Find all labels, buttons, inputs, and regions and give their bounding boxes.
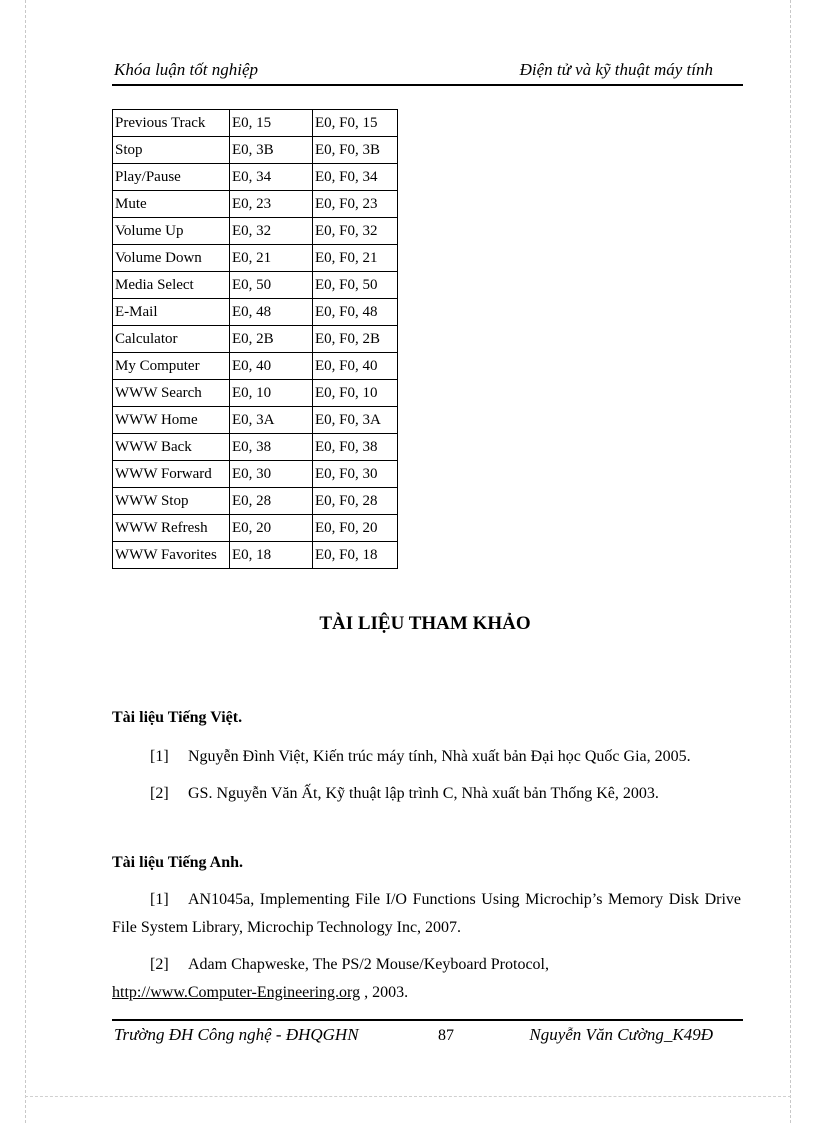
break-code-cell: E0, F0, 30 (313, 461, 398, 488)
make-code-cell: E0, 2B (230, 326, 313, 353)
key-name-cell: Calculator (113, 326, 230, 353)
break-code-cell: E0, F0, 10 (313, 380, 398, 407)
table-row (113, 461, 398, 488)
footer-right: Nguyễn Văn Cường_K49Đ (529, 1025, 713, 1044)
make-code-cell: E0, 21 (230, 245, 313, 272)
make-code-cell: E0, 38 (230, 434, 313, 461)
english-references-heading: Tài liệu Tiếng Anh. (112, 854, 244, 871)
table-row (113, 434, 398, 461)
make-code-cell: E0, 34 (230, 164, 313, 191)
right-margin-guide (790, 0, 791, 1123)
table-row (113, 245, 398, 272)
make-code-cell: E0, 32 (230, 218, 313, 245)
key-name-cell: WWW Home (113, 407, 230, 434)
references-title: TÀI LIỆU THAM KHẢO (319, 613, 531, 634)
key-name-cell: Volume Down (113, 245, 230, 272)
header-right: Điện tử và kỹ thuật máy tính (519, 60, 713, 79)
break-code-cell: E0, F0, 2B (313, 326, 398, 353)
make-code-cell: E0, 40 (230, 353, 313, 380)
reference-text: AN1045a, Implementing File I/O Functions Using Microchip’s Memory Disk Drive File System Library, Microchip Technology Inc, 2007. (112, 891, 741, 936)
reference-tail: , 2003. (360, 984, 409, 1001)
key-name-cell: WWW Refresh (113, 515, 230, 542)
break-code-cell: E0, F0, 23 (313, 191, 398, 218)
table-row (113, 164, 398, 191)
table-row (113, 515, 398, 542)
reference-text: Adam Chapweske, The PS/2 Mouse/Keyboard Protocol, (188, 956, 549, 973)
page-footer (112, 1019, 743, 1051)
make-code-cell: E0, 30 (230, 461, 313, 488)
break-code-cell: E0, F0, 32 (313, 218, 398, 245)
make-code-cell: E0, 10 (230, 380, 313, 407)
make-code-cell: E0, 28 (230, 488, 313, 515)
key-name-cell: Volume Up (113, 218, 230, 245)
reference-number: [2] (150, 785, 169, 802)
left-margin-guide (25, 0, 26, 1123)
key-name-cell: WWW Stop (113, 488, 230, 515)
make-code-cell: E0, 20 (230, 515, 313, 542)
table-row (113, 218, 398, 245)
key-name-cell: WWW Back (113, 434, 230, 461)
reference-number: [1] (150, 891, 169, 908)
reference-number: [2] (150, 956, 169, 973)
key-name-cell: WWW Search (113, 380, 230, 407)
table-row (113, 191, 398, 218)
key-name-cell: E-Mail (113, 299, 230, 326)
key-name-cell: Mute (113, 191, 230, 218)
make-code-cell: E0, 3A (230, 407, 313, 434)
reference-link[interactable]: http://www.Computer-Engineering.org (112, 984, 361, 1001)
key-name-cell: WWW Forward (113, 461, 230, 488)
header-left: Khóa luận tốt nghiệp (114, 60, 259, 79)
make-code-cell: E0, 48 (230, 299, 313, 326)
break-code-cell: E0, F0, 40 (313, 353, 398, 380)
footer-left: Trường ĐH Công nghệ - ĐHQGHN (114, 1025, 359, 1044)
make-code-cell: E0, 50 (230, 272, 313, 299)
break-code-cell: E0, F0, 50 (313, 272, 398, 299)
table-row (113, 353, 398, 380)
make-code-cell: E0, 3B (230, 137, 313, 164)
page-header (112, 58, 743, 86)
table-row (113, 137, 398, 164)
table-row (113, 326, 398, 353)
break-code-cell: E0, F0, 28 (313, 488, 398, 515)
key-name-cell: My Computer (113, 353, 230, 380)
table-body (113, 110, 398, 569)
reference-number: [1] (150, 748, 169, 765)
break-code-cell: E0, F0, 34 (313, 164, 398, 191)
make-code-cell: E0, 18 (230, 542, 313, 569)
break-code-cell: E0, F0, 48 (313, 299, 398, 326)
table-row (113, 272, 398, 299)
break-code-cell: E0, F0, 20 (313, 515, 398, 542)
break-code-cell: E0, F0, 3B (313, 137, 398, 164)
table-row (113, 407, 398, 434)
make-code-cell: E0, 23 (230, 191, 313, 218)
table-row (113, 110, 398, 137)
key-name-cell: Play/Pause (113, 164, 230, 191)
reference-text: GS. Nguyễn Văn Ất, Kỹ thuật lập trình C, Nhà xuất bản Thống Kê, 2003. (188, 785, 659, 802)
table-row (113, 380, 398, 407)
bottom-margin-guide (25, 1096, 791, 1097)
table-row (113, 299, 398, 326)
reference-text: Nguyễn Đình Việt, Kiến trúc máy tính, Nhà xuất bản Đại học Quốc Gia, 2005. (188, 748, 691, 765)
break-code-cell: E0, F0, 38 (313, 434, 398, 461)
en-reference-1 (112, 886, 741, 942)
break-code-cell: E0, F0, 18 (313, 542, 398, 569)
key-name-cell: Previous Track (113, 110, 230, 137)
key-name-cell: Media Select (113, 272, 230, 299)
vn-reference-1 (150, 748, 691, 766)
key-name-cell: WWW Favorites (113, 542, 230, 569)
keyboard-scan-code-table (112, 109, 398, 569)
key-name-cell: Stop (113, 137, 230, 164)
make-code-cell: E0, 15 (230, 110, 313, 137)
vietnamese-references-heading: Tài liệu Tiếng Việt. (112, 709, 243, 726)
en-reference-2 (112, 951, 741, 1007)
table-row (113, 542, 398, 569)
vn-reference-2 (150, 785, 659, 803)
break-code-cell: E0, F0, 3A (313, 407, 398, 434)
page-number: 87 (438, 1027, 454, 1044)
break-code-cell: E0, F0, 21 (313, 245, 398, 272)
table-row (113, 488, 398, 515)
break-code-cell: E0, F0, 15 (313, 110, 398, 137)
